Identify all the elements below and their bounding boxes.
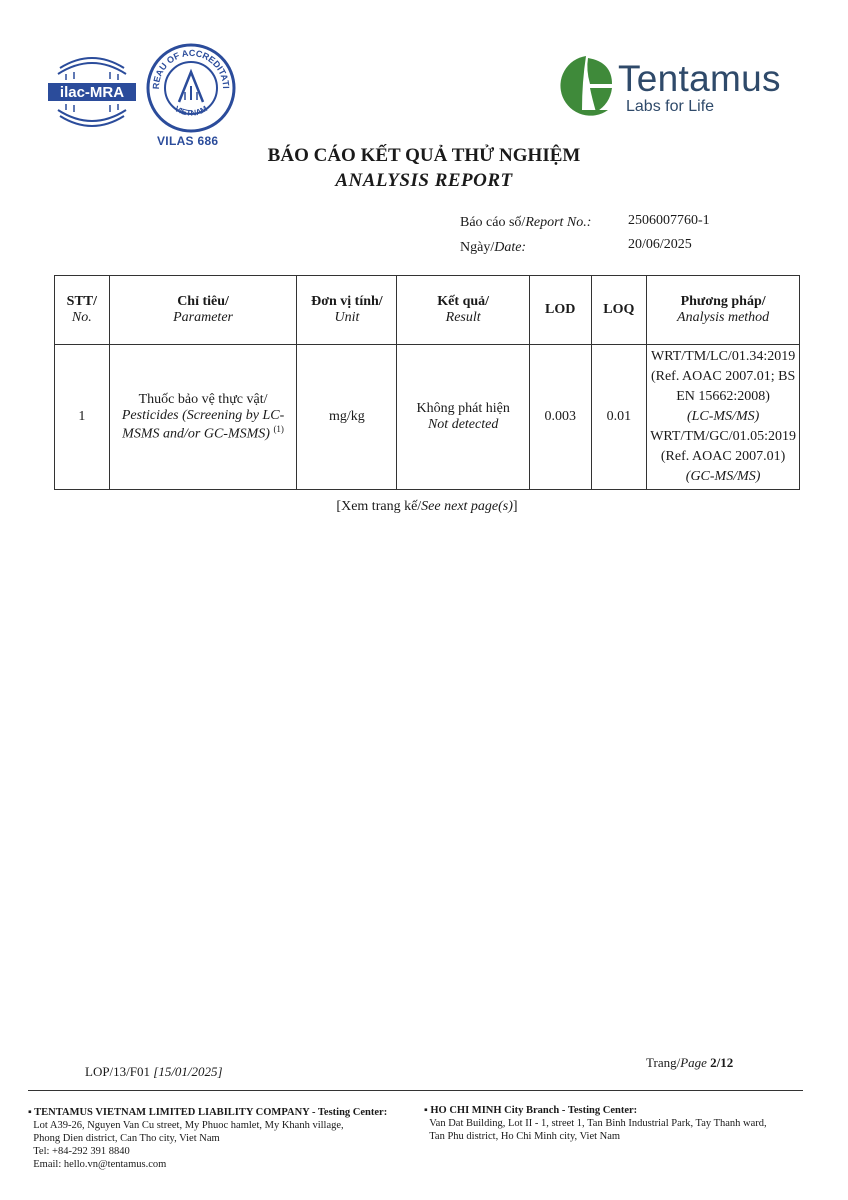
cell-result: Không phát hiện Not detected bbox=[397, 345, 530, 490]
cell-method: WRT/TM/LC/01.34:2019 (Ref. AOAC 2007.01; BS EN 15662:2008) (LC-MS/MS) WRT/TM/GC/01.05:2019 (Ref. AOAC 2007.01) (GC-MS/MS) bbox=[647, 345, 800, 490]
header-lod: LOD bbox=[529, 276, 591, 345]
svg-text:VIETNAM: VIETNAM bbox=[173, 104, 209, 118]
ilac-mra-logo bbox=[46, 46, 138, 138]
footer-left: ▪ TENTAMUS VIETNAM LIMITED LIABILITY COMPANY - Testing Center: Lot A39-26, Nguyen Van Cu street, My Phuoc hamlet, My Khanh village, Phong Dien district, Can Tho city, Viet Nam Tel: +84-292 391 8840 Email: hello.vn@tentamus.com bbox=[28, 1107, 388, 1170]
form-code: LOP/13/F01 [15/01/2025] bbox=[85, 1064, 223, 1079]
date-value: 20/06/2025 bbox=[628, 237, 692, 252]
page-number: Trang/Page 2/12 bbox=[646, 1055, 734, 1070]
header-loq: LOQ bbox=[591, 276, 647, 345]
see-next-page: [Xem trang kế/See next page(s)] bbox=[336, 499, 518, 514]
date-label: Ngày/Date: bbox=[460, 240, 527, 255]
footer-divider bbox=[28, 1090, 803, 1091]
table-header-row bbox=[55, 276, 800, 345]
svg-text:ilac-MRA: ilac-MRA bbox=[59, 84, 125, 101]
company-tagline: Labs for Life bbox=[626, 98, 715, 115]
footer-right: ▪ HO CHI MINH City Branch - Testing Center: Van Dat Building, Lot II - 1, street 1, Tan Binh Industrial Park, Tay Thanh ward, Tan Phu district, Ho Chi Minh city, Viet Nam bbox=[424, 1105, 767, 1142]
report-no-label: Báo cáo số/Report No.: bbox=[460, 215, 592, 230]
cell-stt: 1 bbox=[55, 345, 110, 490]
cell-lod: 0.003 bbox=[529, 345, 591, 490]
tentamus-leaf-icon bbox=[552, 52, 614, 122]
header-unit: Đơn vị tính/ Unit bbox=[297, 276, 397, 345]
report-title-vi: BÁO CÁO KẾT QUẢ THỬ NGHIỆM bbox=[267, 145, 581, 166]
header-stt: STT/ No. bbox=[55, 276, 110, 345]
report-no-value: 2506007760-1 bbox=[628, 213, 710, 228]
results-table bbox=[54, 275, 800, 490]
header-parameter: Chỉ tiêu/ Parameter bbox=[109, 276, 297, 345]
cell-unit: mg/kg bbox=[297, 345, 397, 490]
header-method: Phương pháp/ Analysis method bbox=[647, 276, 800, 345]
accreditation-seal bbox=[145, 42, 237, 134]
company-name: Tentamus bbox=[618, 58, 781, 99]
cell-loq: 0.01 bbox=[591, 345, 647, 490]
svg-text:BUREAU OF ACCREDITATION: REAU OF ACCREDITATI bbox=[150, 47, 232, 90]
table-row bbox=[55, 345, 800, 490]
header-result: Kết quả/ Result bbox=[397, 276, 530, 345]
cell-parameter: Thuốc bảo vệ thực vật/ Pesticides (Screening by LC-MSMS and/or GC-MSMS) $^{(1)}$ bbox=[109, 345, 297, 490]
report-title-en: ANALYSIS REPORT bbox=[335, 170, 513, 191]
vilas-number: VILAS 686 bbox=[157, 134, 219, 148]
